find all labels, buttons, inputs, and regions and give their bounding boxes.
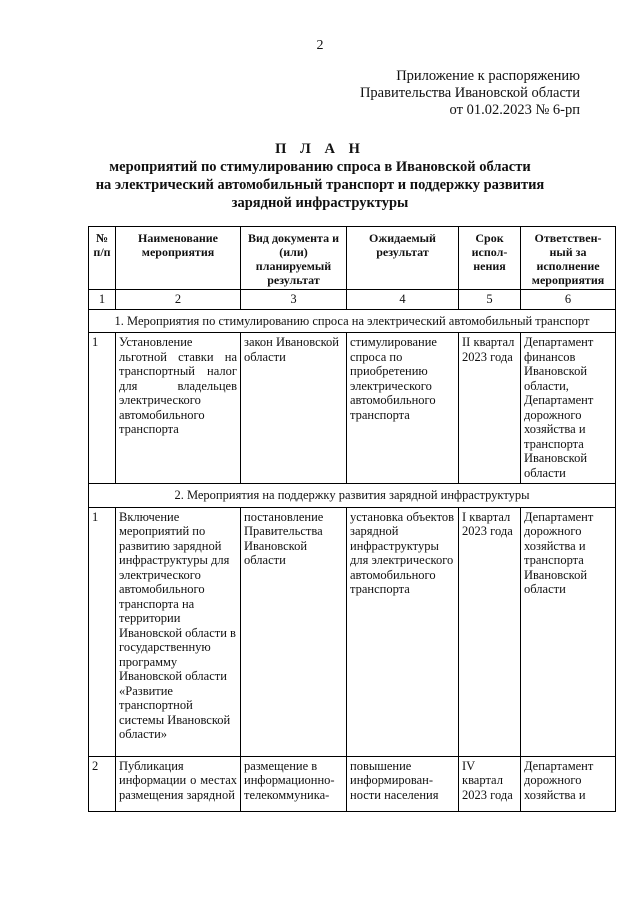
appendix-line-3: от 01.02.2023 № 6-рп (449, 102, 580, 118)
column-number: 4 (347, 290, 459, 310)
row-document: размещение в информационно-телекоммуника- (241, 756, 347, 811)
page-number: 2 (316, 38, 324, 53)
header-name: Наименование мероприятия (116, 227, 241, 290)
section-heading-2: 2. Мероприятия на поддержку развития зарядной инфраструктуры (89, 484, 616, 508)
plan-table (88, 226, 616, 812)
section-heading-1: 1. Мероприятия по стимулированию спроса на электрический автомобильный транспорт (89, 309, 616, 333)
table-row (89, 507, 616, 756)
appendix-note (360, 68, 580, 119)
row-document: постановление Правительства Ивановской области (241, 507, 347, 756)
title-line-2: на электрический автомобильный транспорт и поддержку развития (95, 177, 545, 193)
appendix-line-1: Приложение к распоряжению (396, 68, 580, 84)
title-line-3: зарядной инфраструктуры (231, 195, 409, 211)
document-title (0, 140, 640, 212)
appendix-line-2: Правительства Ивановской области (359, 85, 580, 101)
row-responsible: Департамент дорожного хозяйства и транспорта Ивановской области (521, 507, 616, 756)
title-plan: П Л А Н (275, 141, 365, 157)
row-deadline: I квартал 2023 года (459, 507, 521, 756)
row-name: Публикация информации о местах размещения зарядной (116, 756, 241, 811)
column-number-row (89, 290, 616, 310)
row-deadline: II квартал 2023 года (459, 333, 521, 484)
row-document: закон Ивановской области (241, 333, 347, 484)
row-result: установка объектов зарядной инфраструктуры для электрического автомобильного транспорта (347, 507, 459, 756)
table-row (89, 756, 616, 811)
row-responsible: Департамент финансов Ивановской области, Департамент дорожного хозяйства и транспорта Ивановской области (521, 333, 616, 484)
row-result: повышение информирован-ности населения (347, 756, 459, 811)
column-number: 1 (89, 290, 116, 310)
section-row-1 (89, 309, 616, 333)
title-line-1: мероприятий по стимулированию спроса в Ивановской области (109, 159, 531, 175)
row-name: Включение мероприятий по развитию зарядной инфраструктуры для электрического автомобильного транспорта на территории Ивановской области в государственную программу Ивановской области «Развитие транспортной системы Ивановской области» (116, 507, 241, 756)
row-responsible: Департамент дорожного хозяйства и (521, 756, 616, 811)
column-number: 6 (521, 290, 616, 310)
column-number: 2 (116, 290, 241, 310)
row-result: стимулирование спроса по приобретению электрического автомобильного транспорта (347, 333, 459, 484)
row-name: Установление льготной ставки на транспортный налог для владельцев электрического автомобильного транспорта (116, 333, 241, 484)
section-row-2 (89, 484, 616, 508)
row-num: 1 (89, 507, 116, 756)
row-deadline: IV квартал 2023 года (459, 756, 521, 811)
header-result: Ожидаемый результат (347, 227, 459, 290)
header-deadline: Срок испол-нения (459, 227, 521, 290)
column-number: 5 (459, 290, 521, 310)
row-num: 2 (89, 756, 116, 811)
table-row (89, 333, 616, 484)
header-num: № п/п (89, 227, 116, 290)
header-responsible: Ответствен-ный за исполнение мероприятия (521, 227, 616, 290)
row-num: 1 (89, 333, 116, 484)
column-number: 3 (241, 290, 347, 310)
header-document: Вид документа и (или) планируемый результат (241, 227, 347, 290)
table-header-row (89, 227, 616, 290)
